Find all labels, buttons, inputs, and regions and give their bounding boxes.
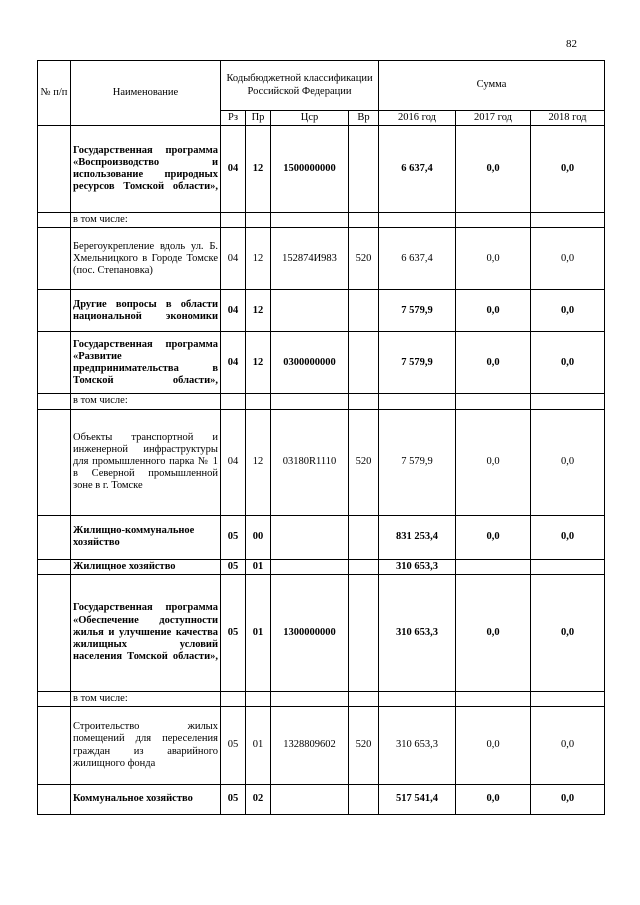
cell-2016: 6 637,4 — [379, 228, 456, 290]
cell-2017: 0,0 — [456, 290, 531, 332]
cell-2018: 0,0 — [531, 290, 605, 332]
cell-pr: 12 — [246, 228, 271, 290]
header-2016: 2016 год — [379, 111, 456, 126]
cell-num — [38, 228, 71, 290]
cell-2017: 0,0 — [456, 126, 531, 213]
cell-num — [38, 785, 71, 815]
header-sum: Сумма — [379, 61, 605, 111]
cell-2017: 0,0 — [456, 409, 531, 515]
cell-rz — [221, 213, 246, 228]
cell-rz: 05 — [221, 785, 246, 815]
cell-name: в том числе: — [71, 213, 221, 228]
cell-name: Другие вопросы в области национальной экономики — [71, 290, 221, 332]
cell-pr: 01 — [246, 707, 271, 785]
cell-2016 — [379, 691, 456, 706]
cell-num — [38, 332, 71, 394]
cell-pr: 12 — [246, 126, 271, 213]
cell-rz — [221, 394, 246, 409]
cell-csr — [271, 691, 349, 706]
cell-csr — [271, 213, 349, 228]
cell-2018: 0,0 — [531, 707, 605, 785]
cell-2018 — [531, 559, 605, 574]
cell-num — [38, 574, 71, 691]
cell-2017 — [456, 394, 531, 409]
cell-csr: 03180R1110 — [271, 409, 349, 515]
cell-rz: 05 — [221, 707, 246, 785]
cell-2018 — [531, 394, 605, 409]
cell-2017 — [456, 691, 531, 706]
page-number: 82 — [566, 38, 577, 50]
budget-table — [37, 60, 605, 815]
cell-vr — [349, 213, 379, 228]
cell-pr: 01 — [246, 574, 271, 691]
cell-num — [38, 213, 71, 228]
header-rz: Рз — [221, 111, 246, 126]
table-row — [38, 409, 605, 515]
cell-pr: 12 — [246, 409, 271, 515]
cell-2016 — [379, 213, 456, 228]
cell-2016: 831 253,4 — [379, 515, 456, 559]
table-row — [38, 126, 605, 213]
cell-2017: 0,0 — [456, 707, 531, 785]
cell-name: Государственная программа «Обеспечение доступности жилья и улучшение качества жилищных условий населения Томской области», — [71, 574, 221, 691]
cell-num — [38, 290, 71, 332]
cell-vr: 520 — [349, 228, 379, 290]
table-row — [38, 785, 605, 815]
cell-pr — [246, 394, 271, 409]
cell-2016: 517 541,4 — [379, 785, 456, 815]
header-pr: Пр — [246, 111, 271, 126]
cell-vr — [349, 691, 379, 706]
cell-csr — [271, 290, 349, 332]
cell-name: Государственная программа «Воспроизводство и использование природных ресурсов Томской области», — [71, 126, 221, 213]
cell-rz — [221, 691, 246, 706]
cell-num — [38, 515, 71, 559]
cell-pr: 12 — [246, 332, 271, 394]
table-row — [38, 290, 605, 332]
cell-rz: 04 — [221, 332, 246, 394]
cell-name: Строительство жилых помещений для переселения граждан из аварийного жилищного фонда — [71, 707, 221, 785]
cell-vr — [349, 290, 379, 332]
cell-csr: 0300000000 — [271, 332, 349, 394]
header-num: № п/п — [38, 61, 71, 126]
cell-name: в том числе: — [71, 691, 221, 706]
cell-2018 — [531, 213, 605, 228]
cell-name: в том числе: — [71, 394, 221, 409]
cell-2016: 310 653,3 — [379, 574, 456, 691]
cell-csr: 1500000000 — [271, 126, 349, 213]
cell-num — [38, 691, 71, 706]
cell-2016: 7 579,9 — [379, 332, 456, 394]
cell-csr — [271, 785, 349, 815]
cell-name: Берегоукрепление вдоль ул. Б. Хмельницкого в Городе Томске (пос. Степановка) — [71, 228, 221, 290]
cell-2017: 0,0 — [456, 515, 531, 559]
cell-2017: 0,0 — [456, 332, 531, 394]
cell-2018: 0,0 — [531, 228, 605, 290]
header-vr: Вр — [349, 111, 379, 126]
cell-2017: 0,0 — [456, 228, 531, 290]
cell-2018: 0,0 — [531, 785, 605, 815]
cell-2018: 0,0 — [531, 126, 605, 213]
cell-2018: 0,0 — [531, 409, 605, 515]
cell-num — [38, 409, 71, 515]
cell-num — [38, 394, 71, 409]
cell-vr — [349, 394, 379, 409]
cell-vr — [349, 785, 379, 815]
header-name: Наименование — [71, 61, 221, 126]
cell-vr — [349, 515, 379, 559]
table-row — [38, 332, 605, 394]
cell-csr: 1328809602 — [271, 707, 349, 785]
cell-vr: 520 — [349, 707, 379, 785]
cell-pr — [246, 691, 271, 706]
table-row — [38, 707, 605, 785]
header-2018: 2018 год — [531, 111, 605, 126]
cell-name: Жилищно-коммунальное хозяйство — [71, 515, 221, 559]
cell-2016: 7 579,9 — [379, 290, 456, 332]
cell-pr — [246, 213, 271, 228]
cell-rz: 05 — [221, 574, 246, 691]
cell-2018: 0,0 — [531, 332, 605, 394]
cell-rz: 05 — [221, 515, 246, 559]
cell-vr — [349, 126, 379, 213]
cell-pr: 00 — [246, 515, 271, 559]
cell-vr: 520 — [349, 409, 379, 515]
cell-rz: 04 — [221, 409, 246, 515]
cell-csr — [271, 394, 349, 409]
cell-num — [38, 559, 71, 574]
cell-rz: 05 — [221, 559, 246, 574]
cell-name: Государственная программа «Развитие предпринимательства в Томской области», — [71, 332, 221, 394]
cell-csr: 152874И983 — [271, 228, 349, 290]
cell-vr — [349, 332, 379, 394]
table-row — [38, 574, 605, 691]
cell-2016: 6 637,4 — [379, 126, 456, 213]
table-row — [38, 394, 605, 409]
cell-2016 — [379, 394, 456, 409]
cell-csr — [271, 559, 349, 574]
cell-name: Жилищное хозяйство — [71, 559, 221, 574]
header-codes: Кодыбюджетной классификации Российской Федерации — [221, 61, 379, 111]
table-row — [38, 691, 605, 706]
cell-name: Объекты транспортной и инженерной инфраструктуры для промышленного парка № 1 в Северной промышленной зоне в г. Томске — [71, 409, 221, 515]
cell-csr — [271, 515, 349, 559]
cell-2016: 7 579,9 — [379, 409, 456, 515]
cell-2017: 0,0 — [456, 574, 531, 691]
table-row — [38, 228, 605, 290]
cell-name: Коммунальное хозяйство — [71, 785, 221, 815]
table-row — [38, 213, 605, 228]
cell-2017 — [456, 213, 531, 228]
cell-csr: 1300000000 — [271, 574, 349, 691]
cell-num — [38, 707, 71, 785]
table-row — [38, 515, 605, 559]
cell-pr: 01 — [246, 559, 271, 574]
cell-vr — [349, 559, 379, 574]
cell-2018: 0,0 — [531, 574, 605, 691]
cell-pr: 12 — [246, 290, 271, 332]
header-2017: 2017 год — [456, 111, 531, 126]
cell-rz: 04 — [221, 126, 246, 213]
cell-2016: 310 653,3 — [379, 707, 456, 785]
cell-2017: 0,0 — [456, 785, 531, 815]
cell-2017 — [456, 559, 531, 574]
table-row — [38, 559, 605, 574]
cell-2018 — [531, 691, 605, 706]
cell-pr: 02 — [246, 785, 271, 815]
cell-2018: 0,0 — [531, 515, 605, 559]
cell-num — [38, 126, 71, 213]
cell-rz: 04 — [221, 290, 246, 332]
cell-2016: 310 653,3 — [379, 559, 456, 574]
cell-rz: 04 — [221, 228, 246, 290]
header-csr: Цср — [271, 111, 349, 126]
cell-vr — [349, 574, 379, 691]
